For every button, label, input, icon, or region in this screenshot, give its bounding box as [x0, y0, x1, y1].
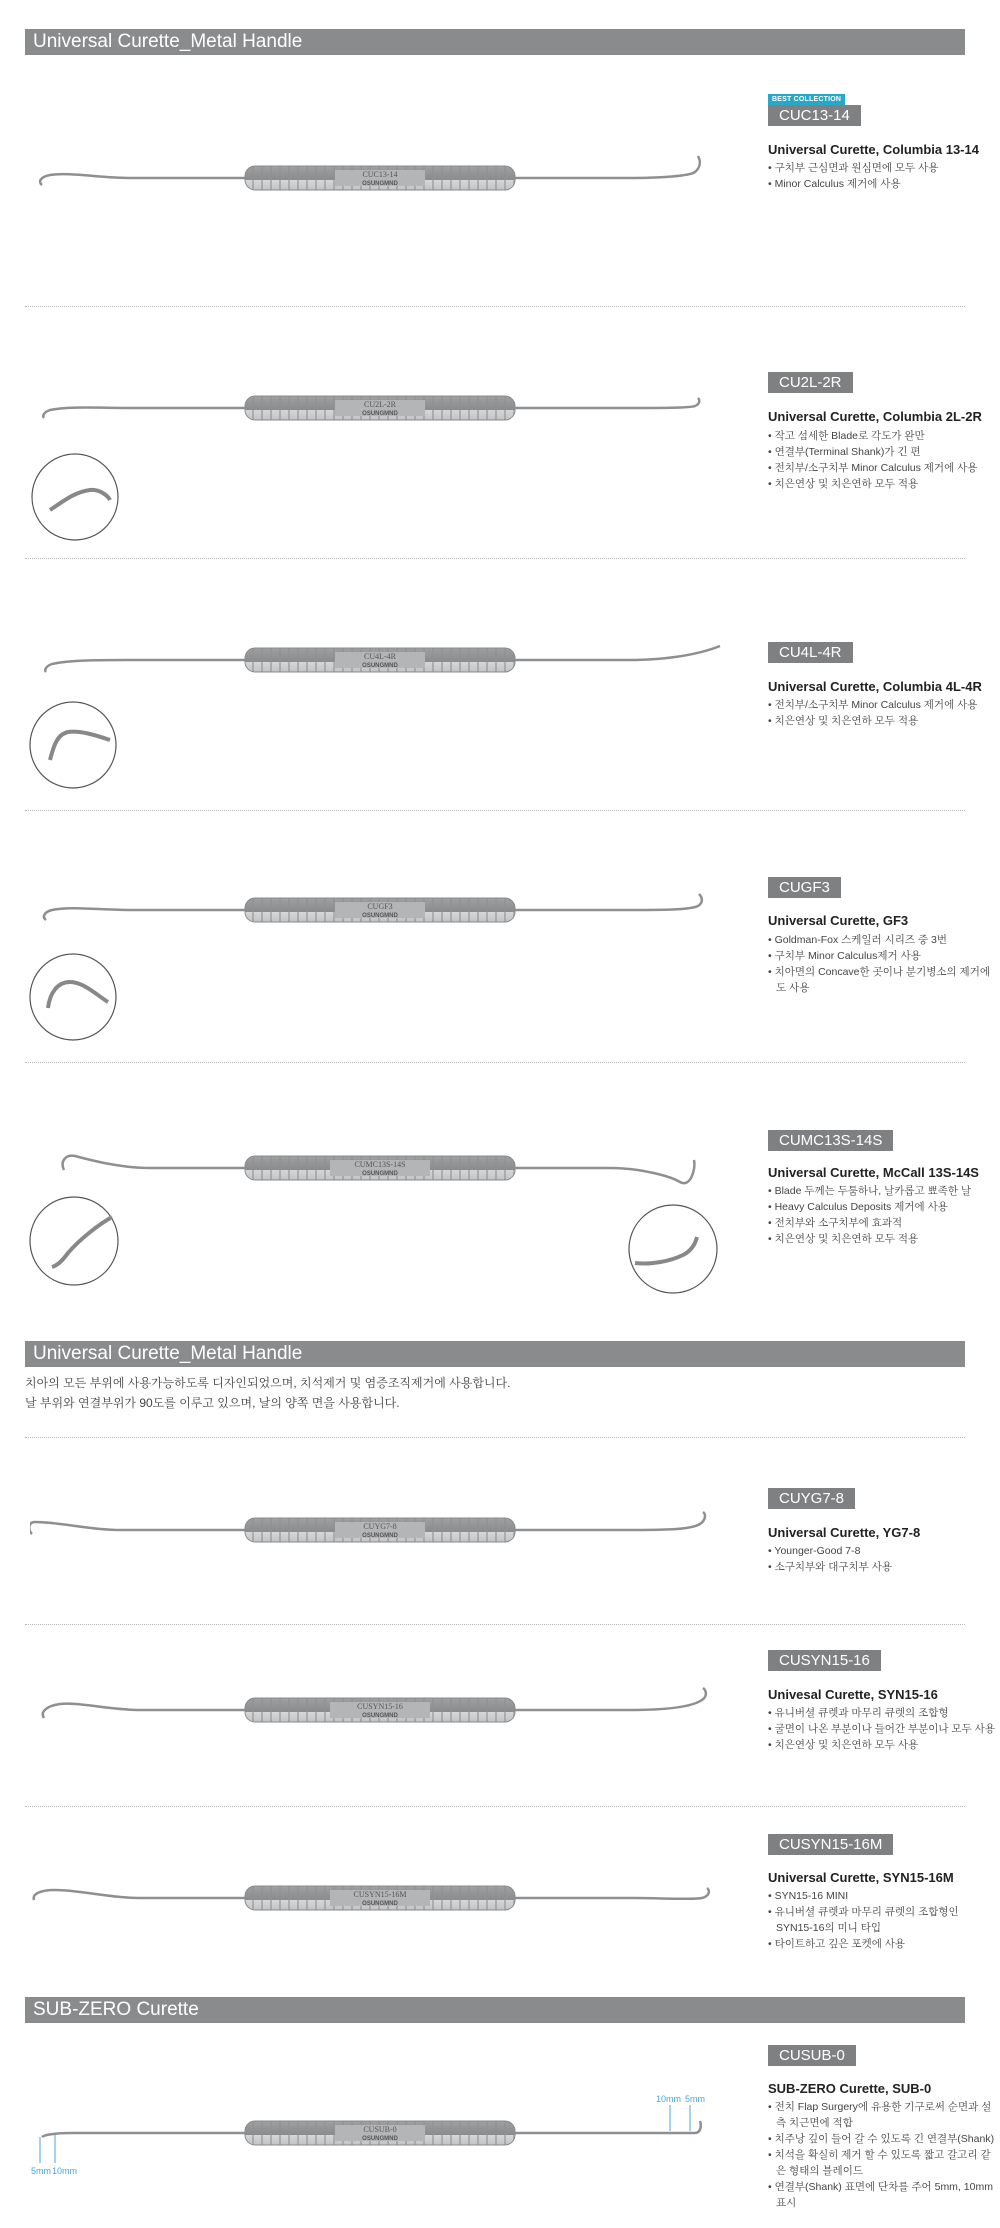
- tip-detail-zoom: [28, 952, 118, 1042]
- product-title: Universal Curette, McCall 13S-14S: [768, 1165, 979, 1180]
- divider: [25, 1624, 965, 1625]
- feature-item: • Goldman-Fox 스케일러 시리즈 중 3번: [768, 932, 998, 948]
- feature-item: • 작고 섬세한 Blade로 각도가 완만: [768, 428, 998, 444]
- instrument-image: [30, 1860, 730, 1940]
- product-code-badge: CUGF3: [768, 877, 841, 898]
- feature-item: • 치은연상 및 치은연하 모두 적용: [768, 1231, 998, 1247]
- product-title: Universal Curette, Columbia 4L-4R: [768, 679, 982, 694]
- product-features: [768, 428, 998, 492]
- description-line: 날 부위와 연결부위가 90도를 이루고 있으며, 날의 양쪽 면을 사용합니다.: [25, 1396, 400, 1410]
- section-header: SUB-ZERO Curette: [25, 1997, 965, 2023]
- product-title: Universal Curette, YG7-8: [768, 1525, 921, 1540]
- feature-item: • Minor Calculus 제거에 사용: [768, 176, 998, 192]
- feature-item: • 치은연상 및 치은연하 모두 적용: [768, 476, 998, 492]
- instrument-image: [30, 370, 730, 450]
- feature-item: • 연결부(Terminal Shank)가 긴 편: [768, 444, 998, 460]
- feature-item: • 치은연상 및 치은연하 모두 사용: [768, 1737, 998, 1753]
- tip-detail-zoom: [627, 1203, 719, 1295]
- handle-brand: OSUNGMND: [362, 1171, 398, 1177]
- feature-item: • 전치부/소구치부 Minor Calculus 제거에 사용: [768, 460, 998, 476]
- divider: [25, 1062, 965, 1063]
- feature-item: • Younger-Good 7-8: [768, 1543, 998, 1559]
- feature-item: • Blade 두께는 두툼하나, 날카롭고 뾰족한 날: [768, 1183, 998, 1199]
- instrument-image: [30, 1492, 730, 1572]
- product-features: [768, 1705, 998, 1753]
- instrument-image: [30, 872, 730, 952]
- feature-item: • 치주낭 깊이 들어 갈 수 있도록 긴 연결부(Shank): [768, 2131, 998, 2147]
- handle-brand: OSUNGMND: [362, 663, 398, 669]
- product-code-badge: CUSYN15-16M: [768, 1834, 893, 1855]
- product-code-badge: CUC13-14: [768, 105, 861, 126]
- feature-item: • SYN15-16 MINI: [768, 1888, 998, 1904]
- handle-code: CUMC13S-14S: [354, 1160, 406, 1169]
- handle-brand: OSUNGMND: [362, 913, 398, 919]
- handle-brand: OSUNGMND: [362, 181, 398, 187]
- feature-item: • 전치부/소구치부 Minor Calculus 제거에 사용: [768, 697, 998, 713]
- feature-item: • 굴면이 나온 부분이나 들어간 부분이나 모두 사용: [768, 1721, 998, 1737]
- section-description: [25, 1373, 510, 1413]
- section-header: Universal Curette_Metal Handle: [25, 29, 965, 55]
- tip-detail-zoom: [28, 1195, 120, 1287]
- product-code-badge: CU2L-2R: [768, 372, 853, 393]
- product-code-badge: CUMC13S-14S: [768, 1130, 893, 1151]
- handle-code: CUSYN15-16M: [353, 1890, 407, 1899]
- dimension-label: 5mm: [31, 2166, 51, 2176]
- divider: [25, 810, 965, 811]
- feature-item: • 연결부(Shank) 표면에 단차를 주어 5mm, 10mm 표시: [768, 2179, 998, 2211]
- product-features: [768, 2099, 998, 2211]
- product-features: [768, 1543, 998, 1575]
- best-collection-badge: BEST COLLECTION: [768, 94, 845, 105]
- description-line: 치아의 모든 부위에 사용가능하도록 디자인되었으며, 치석제거 및 염증조직제거에 사용합니다.: [25, 1376, 511, 1390]
- tip-detail-zoom: [28, 700, 118, 790]
- dimension-label: 5mm: [685, 2095, 705, 2104]
- product-code-badge: CU4L-4R: [768, 642, 853, 663]
- product-title: Universal Curette, Columbia 13-14: [768, 142, 979, 157]
- divider: [25, 558, 965, 559]
- feature-item: • 타이트하고 깊은 포켓에 사용: [768, 1936, 998, 1952]
- feature-item: • 전치부와 소구치부에 효과적: [768, 1215, 998, 1231]
- product-title: Univesal Curette, SYN15-16: [768, 1687, 938, 1702]
- instrument-image: [30, 622, 730, 702]
- product-features: [768, 1888, 998, 1952]
- feature-item: • 구치부 Minor Calculus제거 사용: [768, 948, 998, 964]
- handle-code: CUC13-14: [362, 170, 398, 179]
- dimension-label: 10mm: [52, 2166, 78, 2176]
- feature-item: • 전치 Flap Surgery에 유용한 기구로써 순면과 설측 치근면에 적합: [768, 2099, 998, 2131]
- product-code-badge: CUYG7-8: [768, 1488, 855, 1509]
- product-title: SUB-ZERO Curette, SUB-0: [768, 2081, 932, 2096]
- product-code-badge: CUSUB-0: [768, 2045, 856, 2066]
- instrument-image: [30, 1130, 730, 1210]
- section-header: Universal Curette_Metal Handle: [25, 1341, 965, 1367]
- divider: [25, 1437, 965, 1438]
- feature-item: • 치아면의 Concave한 곳이나 분기병소의 제거에도 사용: [768, 964, 998, 996]
- feature-item: • 치석을 확실히 제거 할 수 있도록 짧고 갈고리 같은 형태의 블레이드: [768, 2147, 998, 2179]
- handle-brand: OSUNGMND: [362, 411, 398, 417]
- feature-item: • 유니버셜 큐렛과 마무리 큐렛의 조합형: [768, 1705, 998, 1721]
- feature-item: • Heavy Calculus Deposits 제거에 사용: [768, 1199, 998, 1215]
- handle-code: CUSUB-0: [363, 2125, 397, 2134]
- feature-item: • 소구치부와 대구치부 사용: [768, 1559, 998, 1575]
- handle-brand: OSUNGMND: [362, 1533, 398, 1539]
- product-title: Universal Curette, Columbia 2L-2R: [768, 409, 982, 424]
- instrument-image: [30, 2095, 730, 2185]
- divider: [25, 306, 965, 307]
- handle-brand: OSUNGMND: [362, 1713, 398, 1719]
- handle-code: CUSYN15-16: [357, 1702, 403, 1711]
- handle-brand: OSUNGMND: [362, 2136, 398, 2142]
- product-features: [768, 1183, 998, 1247]
- feature-item: • 치은연상 및 치은연하 모두 적용: [768, 713, 998, 729]
- instrument-image: [30, 1672, 730, 1752]
- product-title: Universal Curette, SYN15-16M: [768, 1870, 954, 1885]
- instrument-image: [30, 140, 730, 220]
- handle-brand: OSUNGMND: [362, 1901, 398, 1907]
- tip-detail-zoom: [30, 452, 120, 542]
- divider: [25, 1806, 965, 1807]
- handle-code: CU2L-2R: [364, 400, 396, 409]
- feature-item: • 구치부 근심면과 원심면에 모두 사용: [768, 160, 998, 176]
- dimension-label: 10mm: [656, 2095, 682, 2104]
- product-features: [768, 697, 998, 729]
- product-title: Universal Curette, GF3: [768, 913, 909, 928]
- product-code-badge: CUSYN15-16: [768, 1650, 881, 1671]
- product-features: [768, 932, 998, 996]
- handle-code: CU4L-4R: [364, 652, 396, 661]
- product-features: [768, 160, 998, 192]
- feature-item: • 유니버셜 큐렛과 마무리 큐렛의 조합형인 SYN15-16의 미니 타입: [768, 1904, 998, 1936]
- handle-code: CUYG7-8: [363, 1522, 397, 1531]
- handle-code: CUGF3: [367, 902, 393, 911]
